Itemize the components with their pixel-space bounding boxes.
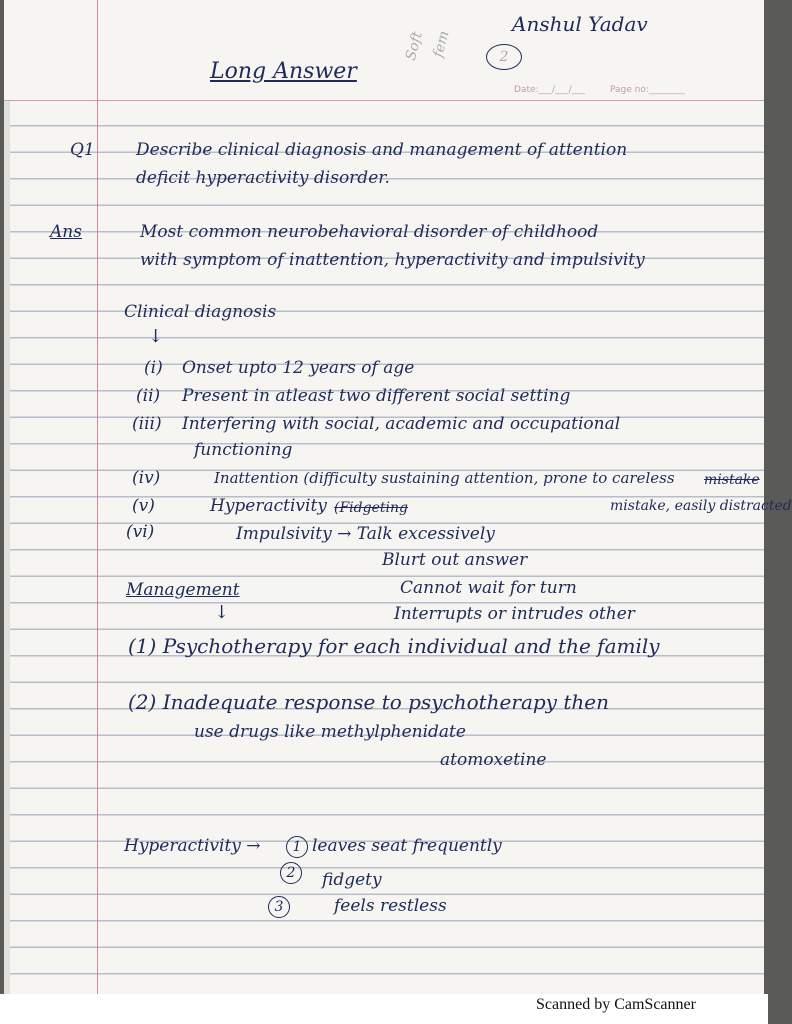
diagnosis-item-num: (iv) [132, 468, 161, 488]
arrow-down-icon: ↓ [214, 602, 230, 623]
diagnosis-item: Interfering with social, academic and occupational [182, 414, 621, 434]
date-label: Date:___/___/___ [514, 85, 586, 95]
page-edge [4, 0, 10, 994]
note-number: 2 [280, 862, 302, 884]
struck-word: (Fidgeting [334, 500, 408, 516]
answer-line-1: Most common neurobehavioral disorder of childhood [140, 222, 599, 242]
answer-line-2: with symptom of inattention, hyperactivity and impulsivity [140, 250, 645, 270]
author-name: Anshul Yadav [512, 12, 648, 36]
impulsivity-note: Interrupts or intrudes other [394, 604, 635, 624]
arrow-down-icon: ↓ [148, 326, 164, 347]
scanner-watermark: Scanned by CamScanner [536, 996, 696, 1013]
margin-line [97, 0, 98, 994]
diagnosis-item-num: (ii) [136, 386, 161, 406]
page-title: Long Answer [210, 59, 357, 84]
diagnosis-item: Present in atleast two different social setting [182, 386, 571, 406]
diagnosis-item: Hyperactivity [210, 496, 327, 516]
diagnosis-item-overflow: mistake, easily distracted [610, 498, 792, 514]
management-item-2: (2) Inadequate response to psychotherapy then [128, 690, 609, 714]
management-item-1: (1) Psychotherapy for each individual and the family [128, 634, 660, 658]
diagnosis-item: Inattention (difficulty sustaining attention, prone to careless [214, 469, 675, 487]
notebook-page [4, 0, 792, 994]
struck-word: mistake [704, 472, 760, 488]
diagnosis-item-num: (i) [144, 358, 163, 378]
diagnosis-item-num: (iii) [132, 414, 162, 434]
diagnosis-heading: Clinical diagnosis [124, 302, 277, 322]
hyperactivity-lead: Hyperactivity → [124, 836, 261, 856]
pencil-note-fem: fem [430, 29, 453, 59]
question-line-2: deficit hyperactivity disorder. [136, 168, 390, 188]
diagnosis-item-num: (vi) [126, 522, 155, 542]
impulsivity-note: Blurt out answer [382, 550, 528, 570]
impulsivity-note: Cannot wait for turn [400, 578, 577, 598]
management-heading: Management [126, 580, 240, 600]
hyperactivity-note: feels restless [334, 896, 447, 916]
management-item-2-cont: use drugs like methylphenidate [194, 722, 466, 742]
note-number: 3 [268, 896, 290, 918]
page-number-label: Page no:________ [610, 85, 685, 95]
note-number: 1 [286, 836, 308, 858]
hyperactivity-note: leaves seat frequently [312, 836, 502, 856]
diagnosis-item-continued: functioning [194, 440, 293, 460]
question-line-1: Describe clinical diagnosis and management of attention [136, 140, 628, 160]
hyperactivity-note: fidgety [322, 870, 382, 890]
circled-number: 2 [486, 44, 522, 70]
diagnosis-item: Onset upto 12 years of age [182, 358, 415, 378]
diagnosis-item: Impulsivity → Talk excessively [236, 524, 495, 544]
diagnosis-item-num: (v) [132, 496, 155, 516]
pencil-note-soft: Soft [402, 30, 426, 62]
question-label: Q1 [70, 140, 95, 160]
management-item-2-drug: atomoxetine [440, 750, 547, 770]
answer-label: Ans [50, 222, 82, 242]
